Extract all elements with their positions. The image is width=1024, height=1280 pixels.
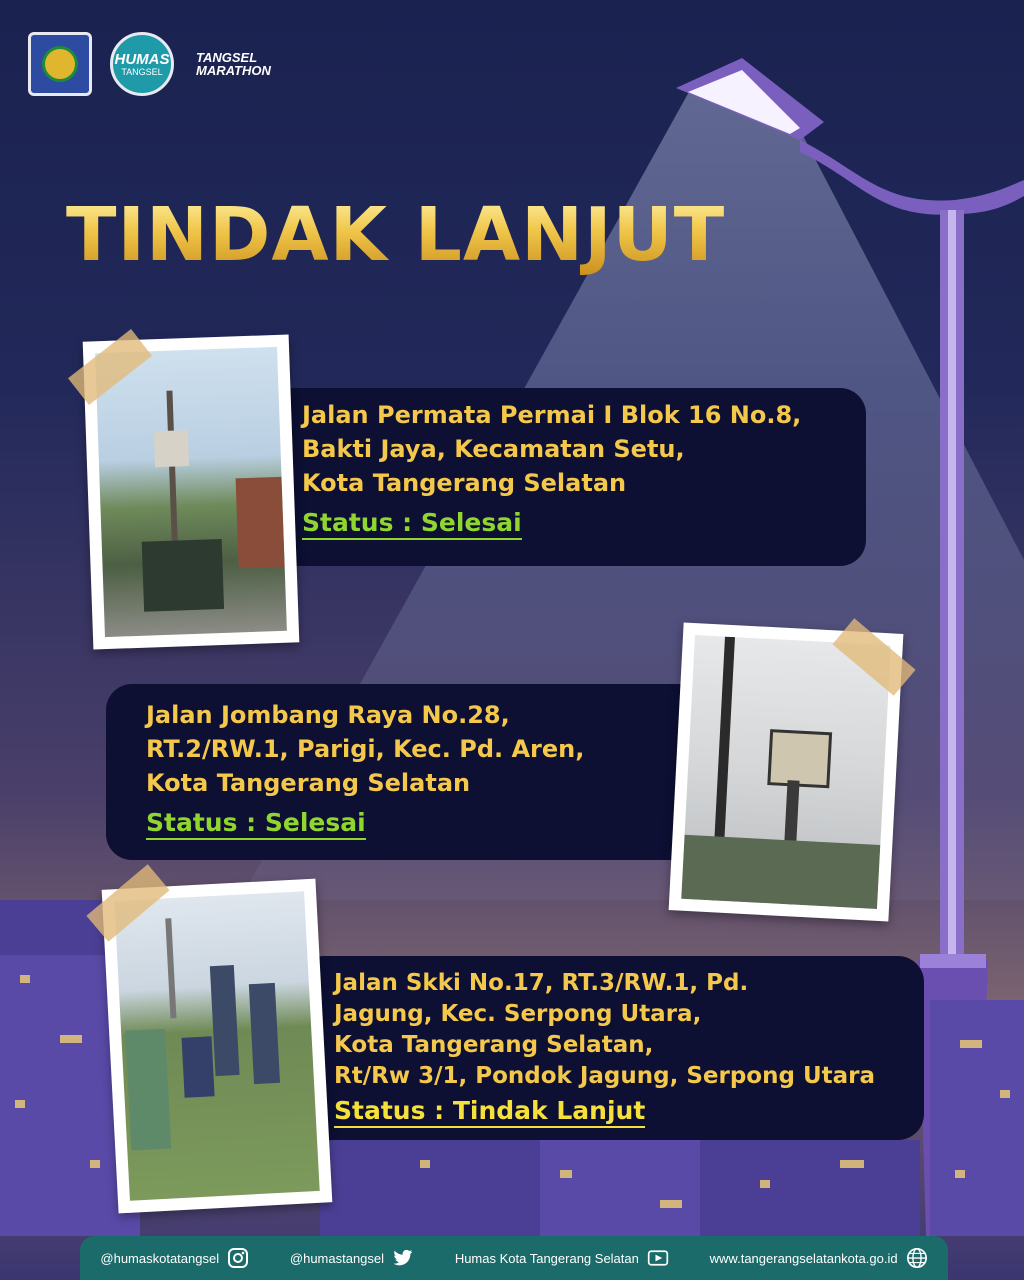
location-card-2 — [106, 684, 706, 860]
website-url: www.tangerangselatankota.go.id — [709, 1250, 898, 1266]
address-line: Rt/Rw 3/1, Pondok Jagung, Serpong Utara — [334, 1063, 875, 1089]
instagram-icon — [227, 1247, 249, 1269]
address-line: Kota Tangerang Selatan, — [334, 1032, 654, 1058]
twitter-handle: @humastangsel — [289, 1250, 385, 1266]
tangsel-marathon-logo — [196, 51, 271, 77]
address-line: Jalan Skki No.17, RT.3/RW.1, Pd. — [334, 970, 749, 996]
photo-3 — [102, 879, 333, 1214]
location-card-3 — [298, 956, 924, 1140]
address-line: Jalan Permata Permai I Blok 16 No.8, — [302, 401, 802, 429]
youtube-icon — [647, 1247, 669, 1269]
status-label: Status : Selesai — [302, 508, 522, 540]
twitter-icon — [392, 1247, 414, 1269]
address-line: Kota Tangerang Selatan — [146, 769, 471, 797]
city-emblem-logo — [28, 32, 92, 96]
status-label: Status : Tindak Lanjut — [334, 1096, 645, 1128]
address-line: Bakti Jaya, Kecamatan Setu, — [302, 435, 685, 463]
location-card-1 — [250, 388, 866, 566]
address-line: Kota Tangerang Selatan — [302, 469, 627, 497]
twitter-link[interactable] — [290, 1247, 414, 1269]
address-line: Jagung, Kec. Serpong Utara, — [334, 1001, 702, 1027]
humas-logo-text: HUMAS — [114, 50, 170, 68]
social-footer — [80, 1236, 948, 1280]
instagram-handle: @humaskotatangsel — [100, 1250, 220, 1266]
header-logos — [28, 32, 271, 96]
humas-logo-subtext: TANGSEL — [121, 66, 163, 77]
instagram-link[interactable] — [100, 1247, 249, 1269]
page-title: TINDAK LANJUT — [66, 192, 726, 278]
address-line: Jalan Jombang Raya No.28, — [146, 701, 510, 729]
address-line: RT.2/RW.1, Parigi, Kec. Pd. Aren, — [146, 735, 585, 763]
youtube-link[interactable] — [455, 1247, 669, 1269]
marathon-logo-line1: TANGSEL — [196, 50, 258, 65]
humas-tangsel-logo — [110, 32, 174, 96]
status-label: Status : Selesai — [146, 808, 366, 840]
globe-icon — [906, 1247, 928, 1269]
website-link[interactable] — [710, 1247, 928, 1269]
youtube-channel: Humas Kota Tangerang Selatan — [454, 1250, 639, 1266]
marathon-logo-line2: MARATHON — [196, 63, 271, 78]
